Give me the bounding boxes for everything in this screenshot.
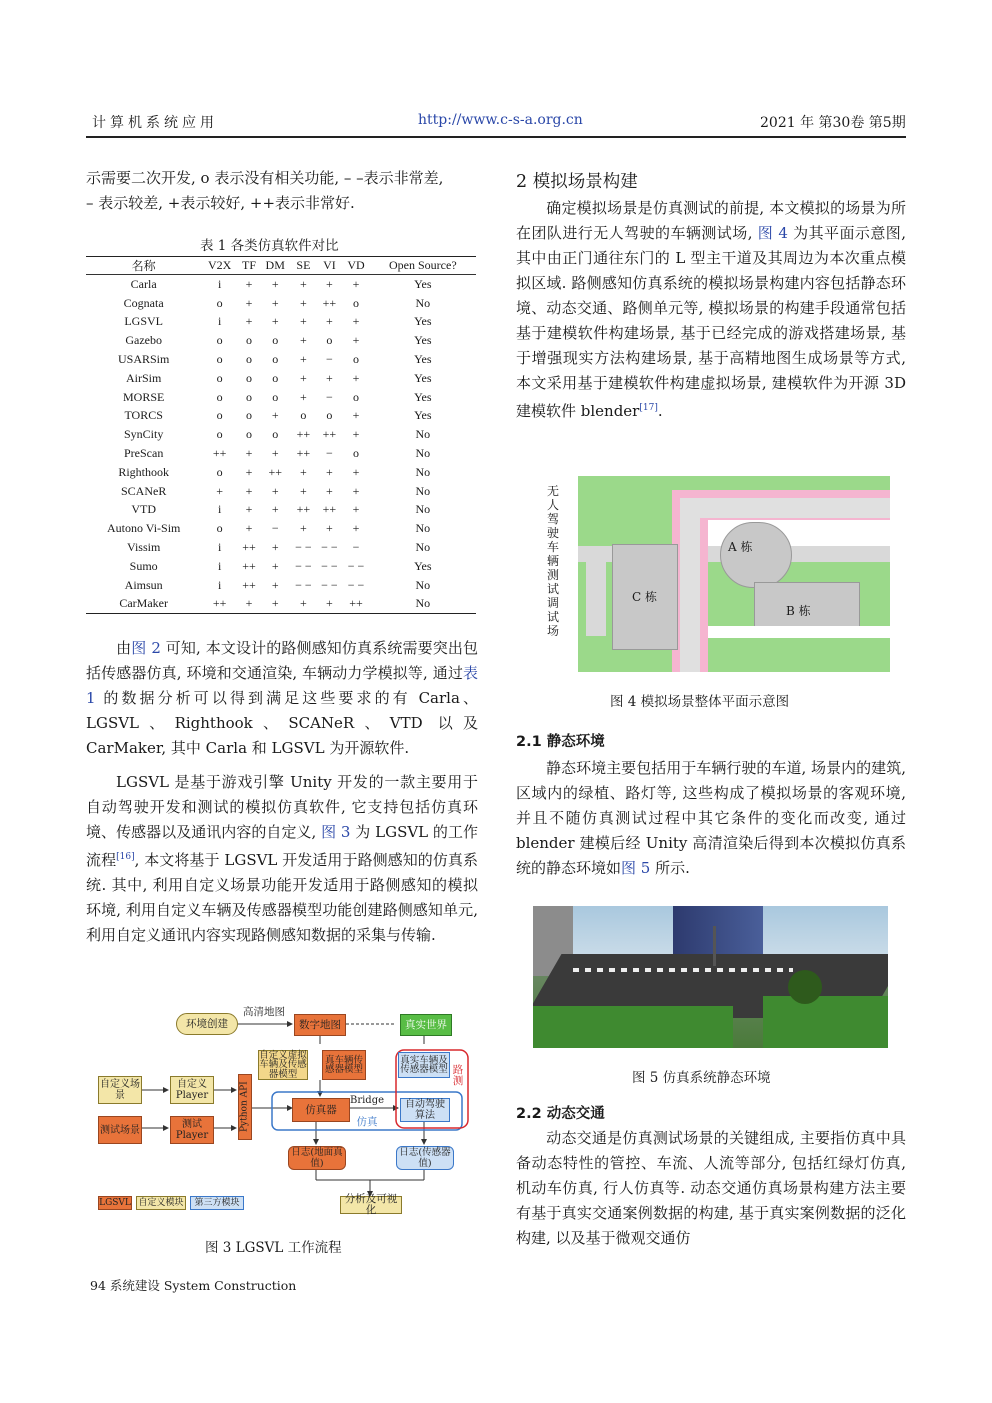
table-cell: Sumo (129, 558, 158, 573)
table-cell: AirSim (126, 370, 162, 385)
table-row (86, 595, 476, 614)
table-cell: + (326, 276, 333, 291)
table-cell: LGSVL (124, 314, 163, 329)
table-cell: − − (321, 577, 338, 592)
table-cell: Gazebo (125, 333, 162, 348)
table-cell: + (245, 521, 253, 536)
intro-text: 示需要二次开发, o 表示没有相关功能, – –表示非常差, – 表示较差, +表示较好, ++表示非常好. (86, 169, 444, 212)
table-cell: SCANeR (121, 483, 167, 498)
table-cell: o (272, 389, 279, 404)
table-cell: + (352, 276, 360, 291)
table-cell: + (300, 370, 307, 385)
table-cell: o (353, 295, 360, 310)
digital-map-node: 数字地图 (294, 1014, 346, 1036)
table-cell: ++ (322, 295, 337, 310)
table-cell: o (216, 370, 223, 385)
table-row (86, 482, 476, 501)
section-2-title: 2 模拟场景构建 (516, 172, 638, 192)
table-cell: o (216, 427, 223, 442)
table-cell: PreScan (124, 446, 164, 461)
paragraph-3: 确定模拟场景是仿真测试的前提, 本文模拟的场景为所在团队进行无人驾驶的车辆测试场, 图 4 为其平面示意图, 其中由正门通往东门的 L 型主干道及其周边为本次重点模拟区域. 路侧感知仿真系统的模拟场景构建内容包括静态环境、动态交通、路侧单元等, 模拟场景的构建手段通常包括基于建模软件构建场景, 基于已经完成的游戏搭建场景, 基于增强现实方法构建场景, 基于高精地图生成场景等方式, 本文采用基于建模软件构建虚拟场景, 建模软件为开源 3D 建模软件 blender[17]. (516, 199, 907, 420)
table-cell: + (245, 276, 253, 291)
table-cell: Carla (130, 276, 157, 291)
comparison-table (86, 256, 476, 614)
table-cell: No (415, 540, 431, 555)
table-cell: CarMaker (86, 595, 201, 614)
table-cell: − − (347, 558, 365, 573)
table-cell: − (326, 446, 333, 461)
table-row (86, 275, 476, 294)
table-cell: o (326, 333, 333, 348)
crosswalk-render (573, 968, 793, 972)
table-cell: o (246, 408, 253, 423)
table-cell: MORSE (123, 389, 165, 404)
table-cell: − − (295, 558, 312, 573)
table-cell: No (415, 502, 431, 517)
header-rule (86, 136, 906, 138)
table-cell: Aimsun (124, 577, 163, 592)
subsection-2-2: 2.2 动态交通 (516, 1106, 605, 1122)
table-row (86, 313, 476, 332)
simulator-node: 仿真器 (292, 1098, 350, 1122)
table-cell: o (272, 352, 279, 367)
table-cell: + (245, 483, 253, 498)
table-cell: + (271, 276, 279, 291)
table-cell: − (271, 521, 279, 536)
table-cell: o (246, 333, 253, 348)
table-cell: + (216, 483, 224, 498)
table-cell: + (300, 352, 307, 367)
table1-link[interactable]: 表 1 (86, 664, 478, 707)
table-cell: + (326, 464, 333, 479)
table-cell: + (352, 408, 360, 423)
table-cell: No (415, 427, 431, 442)
table-row (86, 538, 476, 557)
journal-name: 计算机系统应用 (92, 115, 218, 131)
table-row (86, 463, 476, 482)
table-cell: + (245, 295, 253, 310)
table-header-cell: TF (238, 257, 260, 275)
table-cell: ++ (242, 540, 256, 555)
table-cell: o (246, 389, 253, 404)
custom-scene-node: 自定义场景 (98, 1076, 142, 1104)
table-cell: o (216, 464, 223, 479)
table-cell: + (316, 595, 342, 614)
hdmap-label: 高清地图 (243, 1005, 285, 1018)
building-a (720, 522, 792, 588)
table-cell: ++ (296, 427, 311, 442)
table-cell: o (216, 295, 223, 310)
table-row (86, 576, 476, 595)
python-api-node: Python API (238, 1074, 252, 1140)
table-cell: + (352, 483, 360, 498)
citation-17[interactable]: [17] (639, 403, 658, 413)
table-cell: o (216, 352, 223, 367)
fig4-link[interactable]: 图 4 (757, 224, 788, 242)
table-row (86, 444, 476, 463)
table-row (86, 331, 476, 350)
table-cell: + (300, 464, 307, 479)
table-cell: + (271, 558, 279, 573)
table-cell: ++ (322, 502, 337, 517)
table-cell: + (238, 595, 260, 614)
table-cell: USARSim (117, 352, 170, 367)
table-cell: No (370, 595, 476, 614)
table-cell: + (271, 446, 279, 461)
test-player-node: 测试Player (170, 1116, 214, 1144)
table-cell: ++ (268, 464, 282, 479)
table-cell: + (245, 314, 253, 329)
table-cell: + (326, 314, 333, 329)
sim-label: 仿真 (356, 1115, 378, 1128)
table-cell: + (300, 276, 307, 291)
fig5-caption: 图 5 仿真系统静态环境 (632, 1070, 771, 1086)
table-cell: o (246, 427, 253, 442)
table-cell: ++ (296, 446, 311, 461)
table-cell: ++ (242, 577, 256, 592)
table-header-cell: 名称 (86, 257, 201, 275)
table-cell: Yes (414, 558, 432, 573)
bridge-label: Bridge (349, 1094, 385, 1106)
real-world-node: 真实世界 (400, 1014, 452, 1036)
table-cell: No (415, 295, 431, 310)
table-cell: − (326, 352, 333, 367)
table-cell: + (271, 540, 279, 555)
table-header-cell: VI (316, 257, 342, 275)
legend-custom: 自定义模块 (136, 1196, 186, 1210)
table-cell: + (352, 333, 360, 348)
table-cell: + (326, 483, 333, 498)
ads-node: 自动驾驶算法 (400, 1098, 450, 1122)
table-cell: o (216, 333, 223, 348)
table-cell: i (218, 276, 222, 291)
table-header-cell: SE (290, 257, 316, 275)
table-cell: + (352, 502, 360, 517)
fig5-render (533, 906, 888, 1048)
table-cell: Righthook (118, 464, 169, 479)
env-create-node: 环境创建 (176, 1013, 238, 1035)
table-row (86, 407, 476, 426)
table-header-cell: DM (260, 257, 290, 275)
table-cell: Autono Vi-Sim (106, 521, 181, 536)
table-cell: o (216, 408, 223, 423)
fig4-caption: 图 4 模拟场景整体平面示意图 (610, 694, 790, 710)
table-cell: Cognata (123, 295, 164, 310)
table-cell: + (326, 370, 333, 385)
table-cell: No (415, 446, 431, 461)
testfield-vertical-label: 无人驾驶车辆测试调试场 (546, 484, 559, 638)
table-cell: + (245, 464, 253, 479)
page-footer: 94 系统建设 System Construction (90, 1278, 297, 1293)
table-header-cell: VD (342, 257, 369, 275)
table-cell: ++ (342, 595, 369, 614)
real-vehicle-sensor-node: 真车辆传感器模型 (322, 1050, 366, 1080)
table-cell: + (326, 521, 333, 536)
table-cell: + (300, 295, 307, 310)
table-row (86, 501, 476, 520)
fig4-map (532, 476, 890, 672)
subsection-2-1: 2.1 静态环境 (516, 734, 605, 750)
journal-url[interactable]: http://www.c-s-a.org.cn (418, 112, 583, 128)
table-cell: − − (295, 577, 312, 592)
custom-vehicle-node: 自定义虚拟车辆及传感器模型 (259, 1049, 307, 1080)
table-cell: + (352, 314, 360, 329)
table-cell: + (271, 408, 279, 423)
log-ground-truth-node: 日志(地面真值) (288, 1146, 346, 1170)
table-cell: Yes (414, 314, 432, 329)
table-cell: No (415, 577, 431, 592)
table-cell: + (260, 595, 290, 614)
table-cell: ++ (212, 446, 227, 461)
table-cell: Yes (414, 389, 432, 404)
table-cell: o (272, 370, 279, 385)
table-cell: i (218, 577, 222, 592)
table-title: 表 1 各类仿真软件对比 (200, 238, 339, 254)
table-cell: − − (321, 540, 338, 555)
test-scene-node: 测试场景 (98, 1116, 142, 1144)
road-test-label: 路测 (452, 1064, 464, 1087)
table-cell: + (352, 521, 360, 536)
table-cell: o (326, 408, 333, 423)
building-c-label: C 栋 (632, 590, 657, 604)
table-row (86, 369, 476, 388)
table-cell: − − (295, 540, 312, 555)
table-cell: o (216, 389, 223, 404)
table-cell: ++ (322, 427, 337, 442)
table-cell: Yes (414, 276, 432, 291)
paragraph-2: LGSVL 是基于游戏引擎 Unity 开发的一款主要用于自动驾驶开发和测试的模拟仿真软件, 它支持包括仿真环境、传感器以及通讯内容的自定义, 图 3 为 LGSVL 的工作流程[16], 本文将基于 LGSVL 开发适用于路侧感知的仿真系统. 其中, 利用自定义场景功能开发适用于路侧感知的模拟环境, 利用自定义车辆及传感器模型功能创建路侧感知单元, 利用自定义通讯内容实现路侧感知数据的采集与传输. (86, 773, 479, 944)
table-row (86, 519, 476, 538)
table-cell: VTD (131, 502, 156, 517)
table-cell: o (272, 333, 279, 348)
table-cell: o (300, 408, 307, 423)
legend-lgsvl: LGSVL (98, 1196, 132, 1210)
table-cell: o (246, 352, 253, 367)
table-header-cell: Open Source? (370, 257, 476, 275)
table-cell: ++ (296, 502, 311, 517)
table-cell: + (300, 389, 307, 404)
table-cell: + (245, 446, 253, 461)
real-vehicle-node: 真实车辆及传感器模型 (398, 1052, 450, 1078)
table-cell: SynCity (123, 427, 164, 442)
custom-player-node: 自定义Player (170, 1076, 214, 1104)
building-a-label: A 栋 (728, 540, 753, 554)
fig5-link[interactable]: 图 5 (621, 859, 651, 877)
table-cell: + (300, 333, 307, 348)
table-cell: + (352, 427, 360, 442)
table-cell: i (218, 502, 222, 517)
table-cell: Yes (414, 370, 432, 385)
table-cell: No (415, 483, 431, 498)
table-cell: TORCS (124, 408, 163, 423)
fig2-link[interactable]: 图 2 (131, 639, 161, 657)
table-cell: Yes (414, 352, 432, 367)
fig3-link[interactable]: 图 3 (321, 823, 351, 841)
table-cell: + (271, 577, 279, 592)
table-cell: + (245, 502, 253, 517)
table-cell: Vissim (127, 540, 161, 555)
table-cell: + (300, 483, 307, 498)
table-cell: + (271, 483, 279, 498)
log-sensor-node: 日志(传感器值) (396, 1146, 454, 1170)
lamppost-render (713, 926, 716, 966)
table-cell: o (272, 427, 279, 442)
building-b-label: B 栋 (786, 604, 811, 618)
table-row (86, 425, 476, 444)
table-cell: − (326, 389, 333, 404)
paragraph-5: 动态交通是仿真测试场景的关键组成, 主要指仿真中具备动态特性的管控、车流、人流等部分, 包括红绿灯仿真, 机动车仿真, 行人仿真等. 动态交通仿真场景构建方法主要有基于真实交通案例数据的构建, 基于真实案例数据的泛化构建, 以及基于微观交通仿 (516, 1129, 906, 1247)
table-cell: i (218, 540, 222, 555)
table-cell: − (352, 540, 360, 555)
table-cell: + (300, 521, 307, 536)
citation-16[interactable]: [16] (116, 852, 135, 862)
table-row (86, 294, 476, 313)
table-cell: − − (321, 558, 338, 573)
table-row (86, 350, 476, 369)
table-cell: o (216, 521, 223, 536)
table-cell: + (290, 595, 316, 614)
table-cell: Yes (414, 408, 432, 423)
table-header-cell: V2X (201, 257, 238, 275)
table-cell: o (246, 370, 253, 385)
building-render (673, 906, 763, 960)
table-cell: + (271, 502, 279, 517)
paragraph-1: 由图 2 可知, 本文设计的路侧感知仿真系统需要突出包括传感器仿真, 环境和交通渲染, 车辆动力学模拟等, 通过表 1 的数据分析可以得到满足这些要求的有 Carla、LGSVL、Righthook、SCANeR、VTD 以及 CarMaker, 其中 Carla 和 LGSVL 为开源软件. (86, 639, 479, 757)
table-row (86, 388, 476, 407)
table-cell: No (415, 464, 431, 479)
table-cell: o (353, 389, 360, 404)
table-cell: + (300, 314, 307, 329)
legend-third-party: 第三方模块 (190, 1196, 244, 1210)
table-cell: Yes (414, 333, 432, 348)
table-cell: No (415, 521, 431, 536)
table-cell: ++ (201, 595, 238, 614)
analysis-node: 分析及可视化 (340, 1196, 402, 1214)
table-cell: i (218, 558, 222, 573)
table-cell: − − (347, 577, 365, 592)
table-cell: ++ (242, 558, 256, 573)
paragraph-4: 静态环境主要包括用于车辆行驶的车道, 场景内的建筑, 区域内的绿植、路灯等, 这些构成了模拟场景的客观环境, 并且不随仿真测试过程中其它条件的变化而改变, 通过 blender 建模后经 Unity 高清渲染后得到本次模拟仿真系统的静态环境如图 5 所示. (516, 759, 906, 877)
table-cell: + (352, 370, 360, 385)
table-row (86, 557, 476, 576)
fig3-caption: 图 3 LGSVL 工作流程 (205, 1240, 342, 1256)
fig3-diagram (96, 1004, 476, 1216)
table-cell: + (271, 295, 279, 310)
issue-info: 2021 年 第30卷 第5期 (760, 115, 906, 131)
table-cell: + (352, 464, 360, 479)
table-cell: o (353, 352, 360, 367)
table-cell: o (353, 446, 360, 461)
table-cell: i (218, 314, 222, 329)
table-cell: + (271, 314, 279, 329)
tree-render (788, 970, 822, 1004)
